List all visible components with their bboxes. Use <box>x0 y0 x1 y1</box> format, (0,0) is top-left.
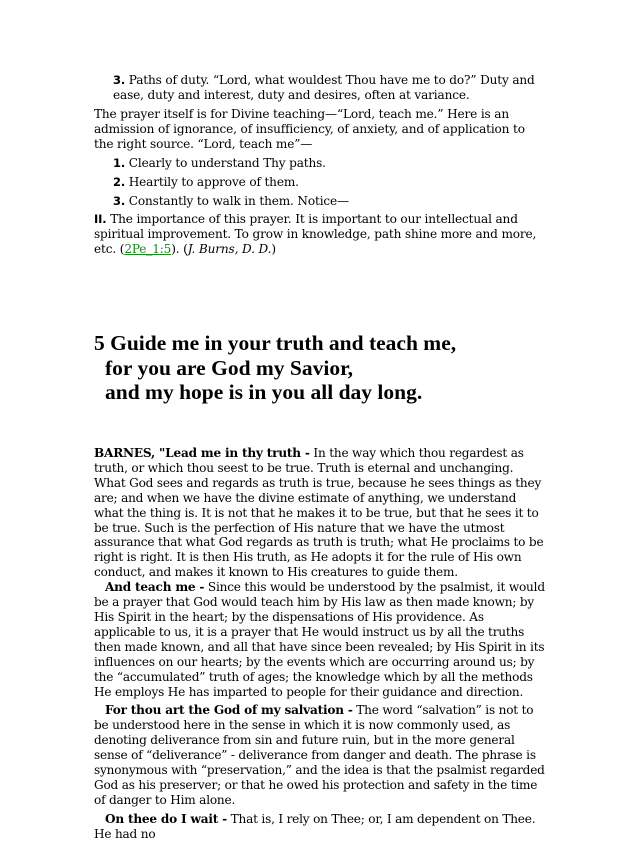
verse-heading <box>94 331 554 405</box>
list-item <box>113 175 543 190</box>
item-number: 3. <box>113 194 126 208</box>
punctuation: ) <box>271 242 276 256</box>
commentary-text: Since this would be understood by the psalmist, it would be a prayer that God would teach him by His law as then made known; by His Spirit in the heart; by the dispensations of His providence. As applicable to us, it is a prayer that He would instruct us by all the truths then made known, and all that have since been revealed; by His Spirit in its influences on our hearts; by the events which are occurring around us; by the “accumulated” truth of ages; the knowledge which by all the methods He employs He has imparted to people for their guidance and direction. <box>94 580 545 699</box>
section-label: II. <box>94 212 107 226</box>
item-text: Paths of duty. “Lord, what wouldest Thou have me to do?” Duty and ease, duty and interest, duty and desires, often at variance. <box>113 73 535 102</box>
barnes-commentary <box>94 446 546 842</box>
commentary-text: In the way which thou regardest as truth, or which thou seest to be true. Truth is eternal and unchanging. What God sees and regards as truth is true, because he sees things as they are; and when we have the divine estimate of anything, we understand what the thing is. It is not that he makes it to be true, but that he sees it to be true. Such is the perfection of His nature that we have the utmost assurance that what God regards as truth is truth; what He proclaims to be right is right. It is then His truth, as He adopts it for the rule of His own conduct, and makes it known to His creatures to guide them. <box>94 446 544 580</box>
commentary-lead: BARNES, "Lead me in thy truth - <box>94 446 310 460</box>
commentary-paragraph <box>94 703 546 807</box>
verse-line-3: and my hope is in you all day long. <box>105 380 423 404</box>
commentary-paragraph <box>94 580 546 699</box>
commentary-lead: And teach me - <box>105 580 205 595</box>
commentary-text: The word “salvation” is not to be understood here in the sense in which it is now commonly used, as denoting deliverance from sin and future ruin, but in the more general sense of “deliverance” - deliverance from danger and death. The phrase is synonymous with “preservation,” and the idea is that the psalmist regarded God as his preserver; or that he owed his protection and safety in the time of danger to Him alone. <box>94 703 545 807</box>
commentary-paragraph <box>94 812 546 842</box>
list-item <box>113 156 543 171</box>
item-text: Constantly to walk in them. Notice— <box>128 194 349 208</box>
commentary-text: That is, I rely on Thee; or, I am dependent on Thee. He had no <box>94 811 536 841</box>
prayer-paragraph: The prayer itself is for Divine teaching—“Lord, teach me.” Here is an admission of ignorance, of insufficiency, of anxiety, and of application to the right source. “Lord, teach me”— <box>94 107 525 151</box>
item-number: 1. <box>113 156 126 170</box>
punctuation: ). ( <box>171 242 188 256</box>
commentary-paragraph <box>94 446 546 580</box>
item-number: 3. <box>113 73 126 87</box>
scripture-link[interactable]: 2Pe_1:5 <box>124 242 172 256</box>
list-item <box>113 194 543 209</box>
verse-line-2: for you are God my Savior, <box>105 355 354 380</box>
importance-paragraph <box>94 212 546 257</box>
commentary-lead: On thee do I wait - <box>105 811 227 826</box>
verse-line-1: 5 Guide me in your truth and teach me, <box>94 331 457 355</box>
section-text: The importance of this prayer. It is important to our intellectual and spiritual improvement. To grow in knowledge, path shine more and more, etc. ( <box>94 212 537 256</box>
item-number: 2. <box>113 175 126 189</box>
paths-of-duty-item <box>113 73 543 103</box>
author-name: J. Burns, D. D. <box>187 242 272 256</box>
item-text: Heartily to approve of them. <box>128 175 299 189</box>
item-text: Clearly to understand Thy paths. <box>128 156 326 170</box>
commentary-lead: For thou art the God of my salvation - <box>105 703 353 718</box>
